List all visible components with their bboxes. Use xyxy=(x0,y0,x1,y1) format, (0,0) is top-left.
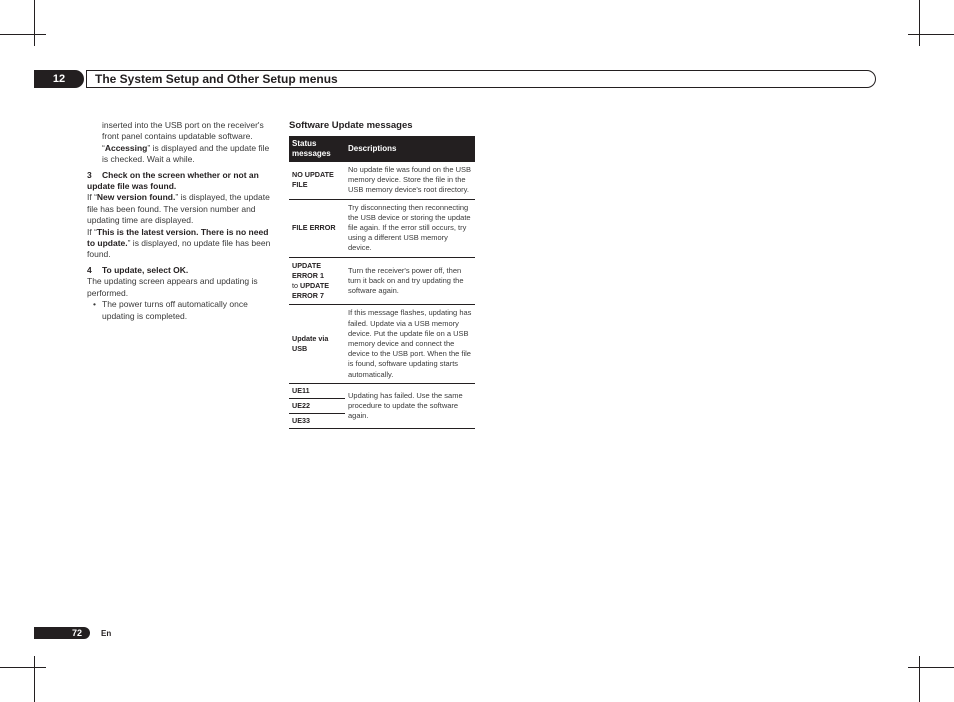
right-column xyxy=(289,120,475,429)
crop-mark xyxy=(919,656,920,702)
text: ” is displayed, the update file has been found. The version number and updating time are displayed. xyxy=(87,192,270,226)
description-cell: Updating has failed. Use the same procedure to update the software again. xyxy=(345,383,475,429)
step-3-paragraph-1 xyxy=(87,192,277,226)
crop-mark xyxy=(908,667,954,668)
new-version-label: New version found. xyxy=(96,192,176,203)
step-title: Check on the screen whether or not an update file was found. xyxy=(87,169,259,192)
status-text: to xyxy=(292,281,298,291)
bullet-note: • The power turns off automatically once updating is completed. xyxy=(87,299,277,322)
status-text: UPDATE ERROR 1 xyxy=(292,260,324,280)
step-4-heading xyxy=(87,265,277,276)
table-header-row xyxy=(289,136,475,162)
chapter-number: 12 xyxy=(34,70,84,88)
status-text: UPDATE ERROR 7 xyxy=(292,281,330,301)
intro-text: ” is displayed and the update file is checked. Wait a while. xyxy=(102,142,270,165)
intro-text: front panel contains updatable software. xyxy=(102,131,253,142)
column-header: Descriptions xyxy=(345,136,475,162)
crop-mark xyxy=(0,34,46,35)
status-cell: UE11 xyxy=(289,383,345,398)
text: If “ xyxy=(87,192,97,203)
status-cell: UE33 xyxy=(289,414,345,429)
description-cell: No update file was found on the USB memory device. Store the file in the USB memory device's root directory. xyxy=(345,162,475,199)
step-3-paragraph-2 xyxy=(87,227,277,261)
crop-mark xyxy=(34,656,35,702)
description-cell: Turn the receiver's power off, then turn it back on and try updating the software again. xyxy=(345,257,475,305)
column-header: Status messages xyxy=(289,136,345,162)
text: ” is displayed, no update file has been found. xyxy=(87,238,271,260)
accessing-label: Accessing xyxy=(104,142,148,153)
crop-mark xyxy=(34,0,35,46)
software-update-messages-table xyxy=(289,136,475,429)
language-label: En xyxy=(101,629,112,638)
crop-mark xyxy=(919,0,920,46)
crop-mark xyxy=(908,34,954,35)
table-row xyxy=(289,162,475,199)
status-cell: NO UPDATE FILE xyxy=(289,162,345,199)
table-row xyxy=(289,305,475,383)
status-cell xyxy=(289,257,345,305)
intro-text: inserted into the USB port on the receiver's xyxy=(102,120,264,130)
chapter-title-box xyxy=(86,70,876,88)
status-cell: UE22 xyxy=(289,399,345,414)
step-number: 4 xyxy=(87,264,92,275)
latest-version-label: This is the latest version. There is no need to update. xyxy=(87,226,269,249)
table-row xyxy=(289,199,475,257)
status-cell: FILE ERROR xyxy=(289,199,345,257)
step-3-heading xyxy=(87,170,277,193)
status-cell: Update via USB xyxy=(289,305,345,383)
quote: “ xyxy=(102,142,105,153)
chapter-title: The System Setup and Other Setup menus xyxy=(95,72,338,86)
section-title: Software Update messages xyxy=(289,120,413,131)
page-number: 72 xyxy=(34,627,90,639)
step-4-paragraph: The updating screen appears and updating is performed. xyxy=(87,276,258,298)
step-number: 3 xyxy=(87,169,92,180)
left-column xyxy=(87,120,277,322)
chapter-header xyxy=(34,70,876,88)
text: If “ xyxy=(87,226,97,237)
description-cell: Try disconnecting then reconnecting the USB device or storing the update file again. If the error still occurs, try using a different USB memory device. xyxy=(345,199,475,257)
step-title: To update, select OK. xyxy=(102,264,189,275)
table-row xyxy=(289,257,475,305)
crop-mark xyxy=(0,667,46,668)
table-row xyxy=(289,383,475,398)
description-cell: If this message flashes, updating has failed. Update via a USB memory device. Put the update file on a USB memory device and connect the device to the USB port. When the file is found, software updating starts automatically. xyxy=(345,305,475,383)
intro-paragraph xyxy=(87,120,277,166)
